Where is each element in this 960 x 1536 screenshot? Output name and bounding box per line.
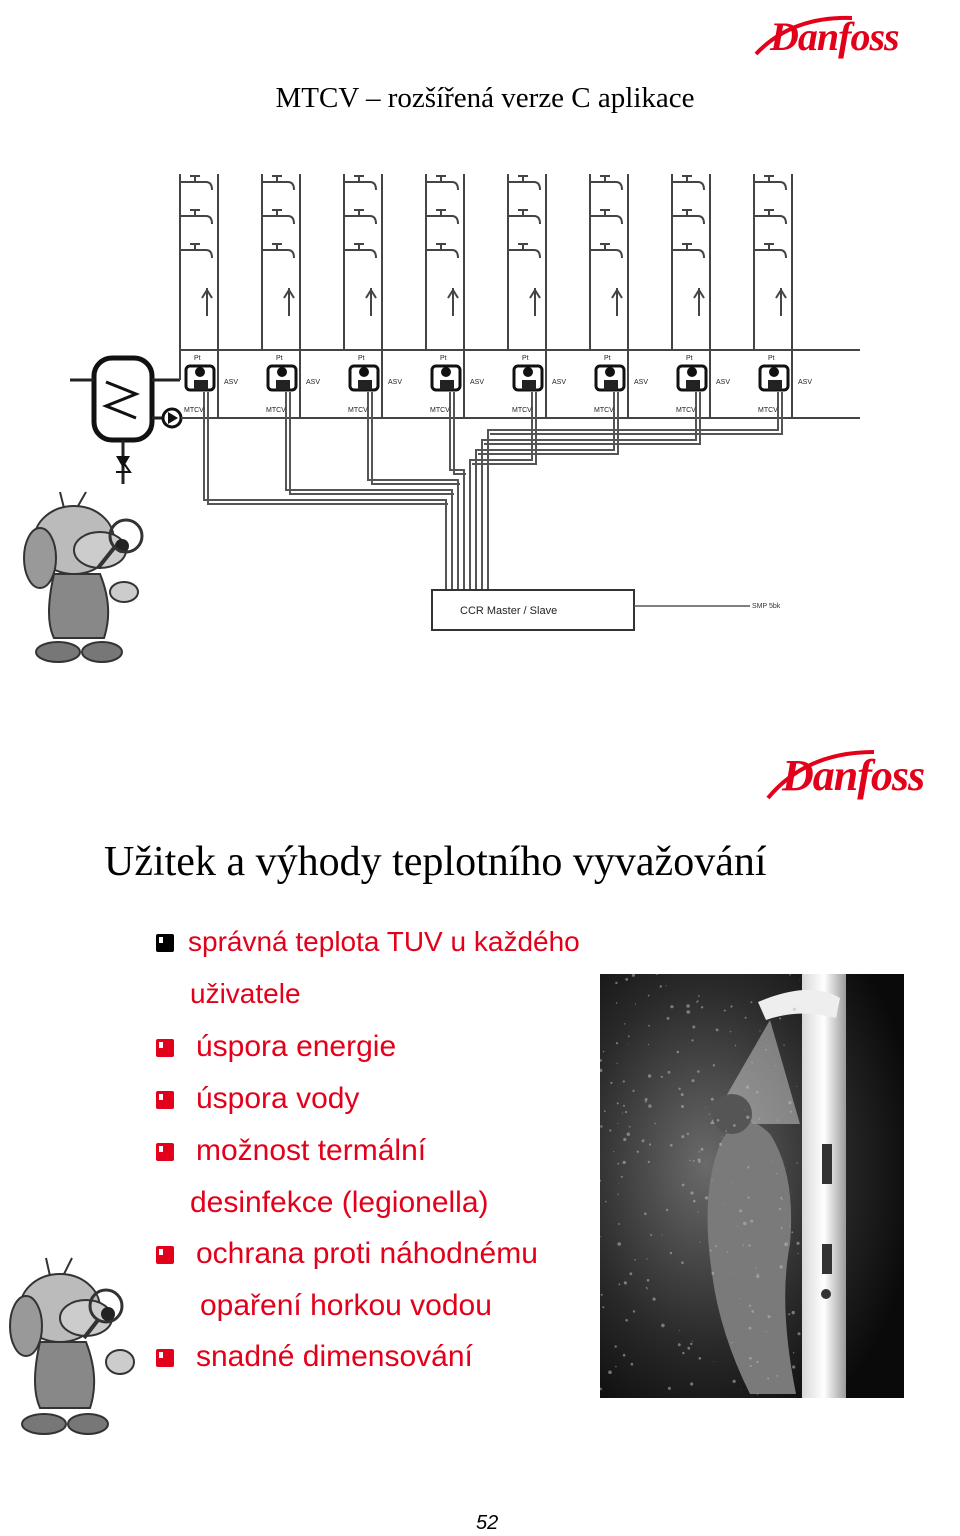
danfoss-logo-2 [764, 738, 954, 808]
valve-label: ASV [388, 379, 403, 386]
valve-label: ASV [552, 379, 567, 386]
module-label: MTCV [266, 407, 286, 414]
sensor-label: Pt [276, 355, 283, 362]
slide-title: Užitek a výhody teplotního vyvažování [104, 839, 767, 885]
danfoss-logo-mark-2 [764, 738, 954, 808]
valve-label: ASV [224, 379, 239, 386]
danfoss-logo [752, 6, 932, 66]
mtcv-valve-module [676, 355, 730, 414]
sensor-label: Pt [686, 355, 693, 362]
mascot-dog-illustration-2 [2, 1254, 152, 1440]
mtcv-valve-module [594, 355, 648, 414]
page-number: 52 [476, 1512, 499, 1534]
page-title: MTCV – rozšířená verze C aplikace [275, 82, 695, 114]
valve-label: ASV [716, 379, 731, 386]
benefit-item-5-line-2: opaření horkou vodou [200, 1289, 492, 1322]
module-label: MTCV [758, 407, 778, 414]
valve-label: ASV [634, 379, 649, 386]
danfoss-logo-mark [752, 6, 932, 66]
benefit-item-4-line-2: desinfekce (legionella) [190, 1186, 489, 1219]
controller-label: CCR Master / Slave [460, 605, 558, 617]
bullet-icon [156, 1039, 174, 1057]
module-label: MTCV [430, 407, 450, 414]
benefit-item-6: snadné dimensování [196, 1340, 473, 1373]
logo-text: Danfoss [770, 14, 899, 59]
shower-photo [600, 974, 904, 1398]
sensor-label: Pt [194, 355, 201, 362]
bullet-icon [156, 934, 174, 952]
sensor-label: Pt [768, 355, 775, 362]
mtcv-valve-module [512, 355, 566, 414]
mtcv-valve-module [348, 355, 402, 414]
bullet-icon [156, 1246, 174, 1264]
mascot-dog-illustration [14, 488, 164, 668]
sensor-label: Pt [358, 355, 365, 362]
mtcv-valve-module [758, 355, 812, 414]
bullet-icon [156, 1091, 174, 1109]
bullet-icon [156, 1349, 174, 1367]
sensor-label: Pt [440, 355, 447, 362]
mtcv-schematic-diagram [60, 168, 860, 638]
valve-label: ASV [306, 379, 321, 386]
module-label: MTCV [184, 407, 204, 414]
valve-label: ASV [798, 379, 813, 386]
mtcv-valve-module [266, 355, 320, 414]
module-label: MTCV [512, 407, 532, 414]
cable-label: SMP 5bk [752, 603, 781, 610]
valve-label: ASV [470, 379, 485, 386]
mtcv-valve-module [184, 355, 238, 414]
benefit-item-1-line-1: správná teplota TUV u každého [188, 926, 580, 957]
bullet-icon [156, 1143, 174, 1161]
benefit-item-5-line-1: ochrana proti náhodnému [196, 1237, 538, 1270]
module-label: MTCV [348, 407, 368, 414]
sensor-label: Pt [522, 355, 529, 362]
sensor-label: Pt [604, 355, 611, 362]
benefit-item-3: úspora vody [196, 1082, 360, 1115]
mtcv-valve-module [430, 355, 484, 414]
benefit-item-4-line-1: možnost termální [196, 1134, 427, 1167]
module-label: MTCV [676, 407, 696, 414]
benefit-item-1-line-2: uživatele [190, 978, 301, 1009]
benefit-item-2: úspora energie [196, 1030, 397, 1063]
module-label: MTCV [594, 407, 614, 414]
logo-text-2: Danfoss [782, 751, 925, 800]
